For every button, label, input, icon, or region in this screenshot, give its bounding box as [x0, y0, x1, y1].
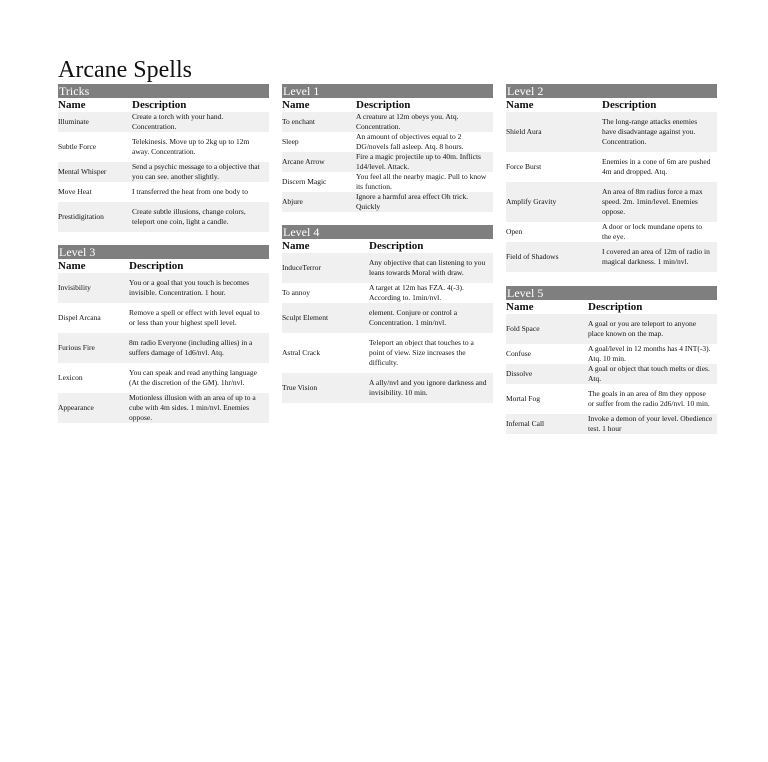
spell-name: Illuminate — [58, 112, 132, 132]
table-row — [282, 172, 493, 192]
spell-name: InduceTerror — [282, 253, 369, 283]
table-row — [58, 393, 269, 423]
spell-description: A creature at 12m obeys you. Atq. Concentration. — [356, 112, 493, 132]
column-header-name: Name — [282, 240, 310, 252]
spell-description: Telekinesis. Move up to 2kg up to 12m away. Concentration. — [132, 132, 269, 162]
column-header-description: Description — [129, 260, 184, 272]
table-row — [58, 303, 269, 333]
section-level-3 — [58, 245, 269, 423]
spell-description: Enemies in a cone of 6m are pushed 4m and dropped. Atq. — [602, 152, 717, 182]
table-row — [282, 303, 493, 333]
spell-description: 8m radio Everyone (including allies) in a suffers damage of 1d6/nvl. Atq. — [129, 333, 269, 363]
spell-name: True Vision — [282, 373, 369, 403]
table-row — [58, 363, 269, 393]
spell-name: Field of Shadows — [506, 242, 602, 272]
column-header-name: Name — [282, 99, 310, 111]
spell-name: Dissolve — [506, 364, 588, 384]
spell-table — [506, 301, 717, 434]
table-row — [282, 253, 493, 283]
spell-description: A door or lock mundane opens to the eye. — [602, 222, 717, 242]
spell-table — [282, 99, 493, 212]
spell-table — [58, 99, 269, 232]
spell-name: Force Burst — [506, 152, 602, 182]
spell-description: The goals in an area of 8m they oppose or suffer from the radio 2d6/nvl. 10 min. — [588, 384, 717, 414]
table-row — [282, 112, 493, 132]
table-row — [282, 152, 493, 172]
section-level-2 — [506, 84, 717, 272]
spell-name: Amplify Gravity — [506, 182, 602, 222]
section-level-1 — [282, 84, 493, 212]
section-tricks — [58, 84, 269, 232]
spell-description: Invoke a demon of your level. Obedience test. 1 hour — [588, 414, 717, 434]
section-heading: Tricks — [58, 84, 269, 98]
spell-name: Prestidigitation — [58, 202, 132, 232]
table-row — [506, 364, 717, 384]
section-heading: Level 5 — [506, 286, 717, 300]
spell-name: Appearance — [58, 393, 129, 423]
table-row — [282, 192, 493, 212]
spell-description: I covered an area of 12m of radio in magical darkness. 1 min/nvl. — [602, 242, 717, 272]
spell-description: Create subtle illusions, change colors, teleport one coin, light a candle. — [132, 202, 269, 232]
page-title: Arcane Spells — [58, 57, 192, 83]
spell-description: A goal/level in 12 months has 4 INT(-3). Atq. 10 min. — [588, 344, 717, 364]
spell-name: Infernal Call — [506, 414, 588, 434]
column-header-name: Name — [58, 260, 86, 272]
spell-name: Lexicon — [58, 363, 129, 393]
spell-name: Confuse — [506, 344, 588, 364]
spell-name: Invisibility — [58, 273, 129, 303]
spell-description: Teleport an object that touches to a point of view. Size increases the difficulty. — [369, 333, 493, 373]
spell-description: element. Conjure or control a Concentration. 1 min/nvl. — [369, 303, 493, 333]
spell-description: Remove a spell or effect with level equal to or less than your highest spell level. — [129, 303, 269, 333]
spell-description: A goal or you are teleport to anyone place known on the map. — [588, 314, 717, 344]
spell-table — [58, 260, 269, 423]
table-row — [506, 414, 717, 434]
table-row — [506, 344, 717, 364]
section-level-5 — [506, 286, 717, 434]
spell-description: You or a goal that you touch is becomes invisible. Concentration. 1 hour. — [129, 273, 269, 303]
spell-description: Fire a magic projectile up to 40m. Inflicts 1d4/level. Attack. — [356, 152, 493, 172]
spell-description: Ignore a harmful area effect Oh trick. Quickly — [356, 192, 493, 212]
spell-table — [506, 99, 717, 272]
spell-name: Open — [506, 222, 602, 242]
column-header-name: Name — [506, 301, 534, 313]
spell-description: Any objective that can listening to you leans towards Moral with draw. — [369, 253, 493, 283]
table-row — [282, 333, 493, 373]
spell-name: Mental Whisper — [58, 162, 132, 182]
section-heading: Level 2 — [506, 84, 717, 98]
section-heading: Level 4 — [282, 225, 493, 239]
table-row — [506, 384, 717, 414]
spell-description: An amount of objectives equal to 2 DG/novels fall asleep. Atq. 8 hours. — [356, 132, 493, 152]
table-row — [506, 222, 717, 242]
spell-name: To annoy — [282, 283, 369, 303]
spell-name: Sleep — [282, 132, 356, 152]
spell-name: Subtle Force — [58, 132, 132, 162]
spell-description: Send a psychic message to a objective that you can see. another slightly. — [132, 162, 269, 182]
table-row — [58, 202, 269, 232]
column-header-description: Description — [132, 99, 187, 111]
table-row — [282, 132, 493, 152]
spell-description: I transferred the heat from one body to — [132, 182, 269, 202]
spell-name: Astral Crack — [282, 333, 369, 373]
spell-description: You can speak and read anything language (At the discretion of the GM). 1hr/nvl. — [129, 363, 269, 393]
column-header-description: Description — [602, 99, 657, 111]
table-row — [506, 112, 717, 152]
spell-name: Fold Space — [506, 314, 588, 344]
spell-description: A goal or object that touch melts or dies. Atq. — [588, 364, 717, 384]
column-header-description: Description — [356, 99, 411, 111]
table-row — [506, 242, 717, 272]
section-heading: Level 1 — [282, 84, 493, 98]
column-header-name: Name — [506, 99, 534, 111]
spell-name: Arcane Arrow — [282, 152, 356, 172]
table-row — [58, 132, 269, 162]
spell-name: Sculpt Element — [282, 303, 369, 333]
spell-name: Dispel Arcana — [58, 303, 129, 333]
spell-name: Furious Fire — [58, 333, 129, 363]
spell-description: The long-range attacks enemies have disadvantage against you. Concentration. — [602, 112, 717, 152]
spell-description: Motionless illusion with an area of up to a cube with 4m sides. 1 min/nvl. Enemies oppose. — [129, 393, 269, 423]
spell-name: Mortal Fog — [506, 384, 588, 414]
spell-description: A target at 12m has FZA. 4(-3). According to. 1min/nvl. — [369, 283, 493, 303]
spell-table — [282, 240, 493, 403]
table-row — [58, 162, 269, 182]
spell-description: A ally/nvl and you ignore darkness and invisibility. 10 min. — [369, 373, 493, 403]
section-level-4 — [282, 225, 493, 403]
spell-name: Shield Aura — [506, 112, 602, 152]
table-row — [282, 373, 493, 403]
column-header-description: Description — [588, 301, 643, 313]
table-row — [506, 314, 717, 344]
spell-description: You feel all the nearby magic. Pull to know its function. — [356, 172, 493, 192]
spell-description: An area of 8m radius force a max speed. 2m. 1min/level. Enemies oppose. — [602, 182, 717, 222]
table-row — [506, 182, 717, 222]
spell-description: Create a torch with your hand. Concentration. — [132, 112, 269, 132]
table-row — [506, 152, 717, 182]
table-row — [58, 112, 269, 132]
table-row — [58, 333, 269, 363]
table-row — [58, 273, 269, 303]
column-header-name: Name — [58, 99, 86, 111]
spell-name: Abjure — [282, 192, 356, 212]
spell-name: To enchant — [282, 112, 356, 132]
section-heading: Level 3 — [58, 245, 269, 259]
spell-name: Discern Magic — [282, 172, 356, 192]
table-row — [282, 283, 493, 303]
spell-name: Move Heat — [58, 182, 132, 202]
column-header-description: Description — [369, 240, 424, 252]
table-row — [58, 182, 269, 202]
